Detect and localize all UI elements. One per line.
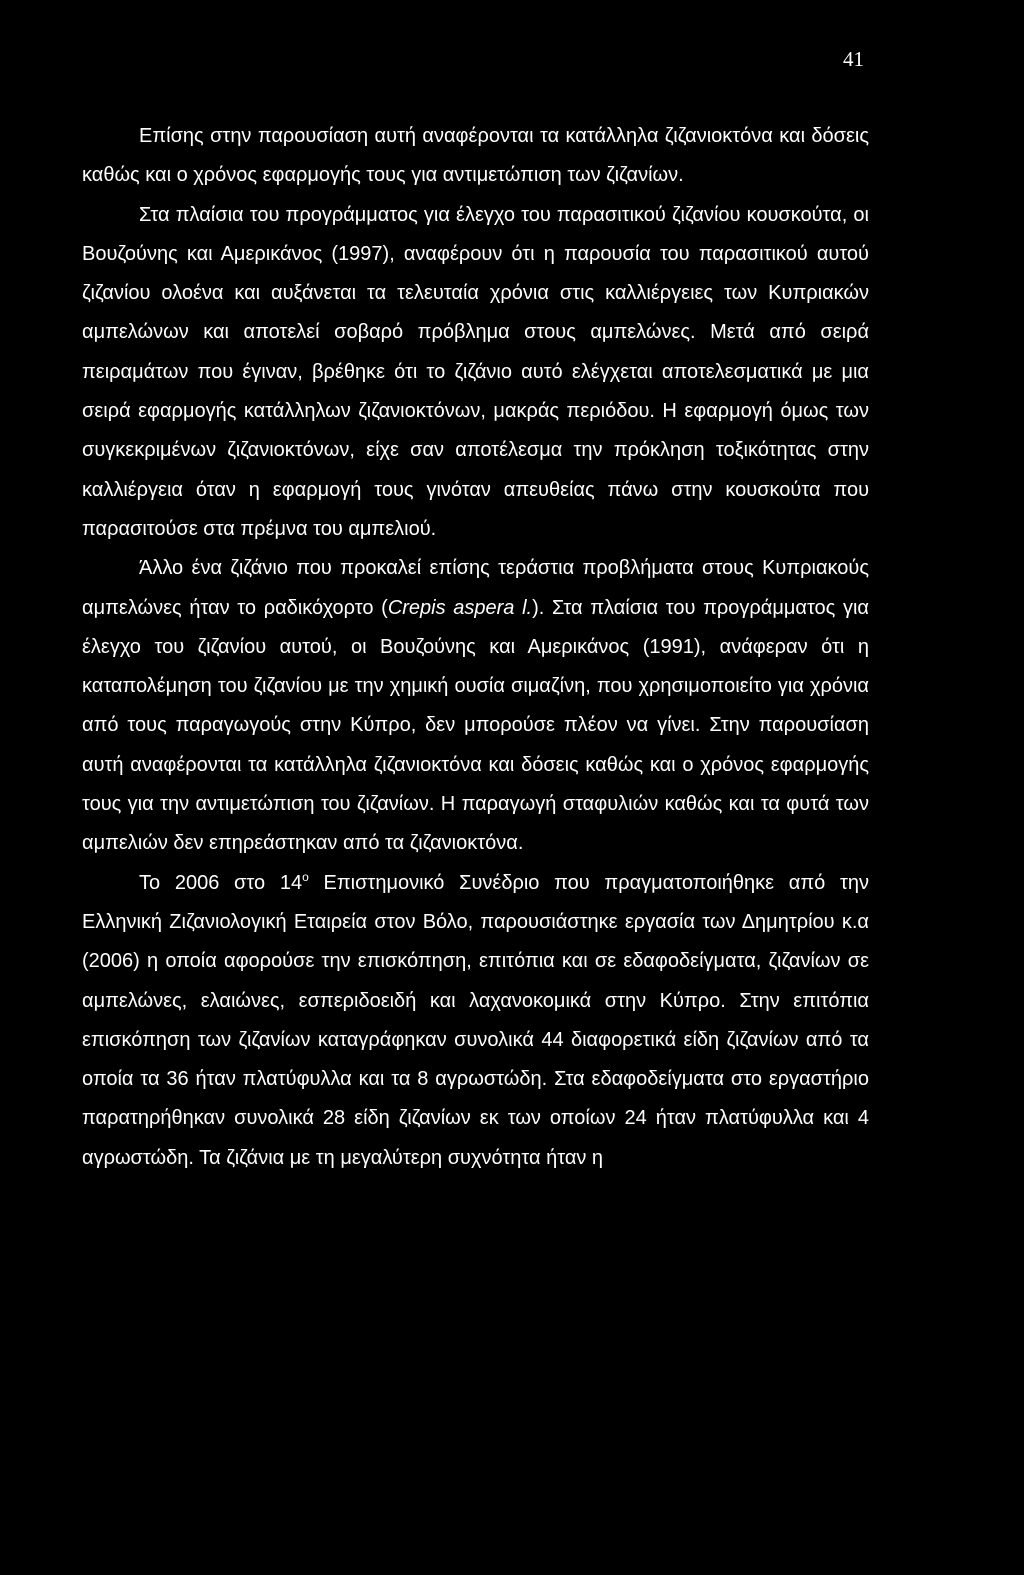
paragraph-2 [82,196,869,550]
paragraph-3 [82,549,869,863]
paragraph-text: Επιστημονικό Συνέδριο που πραγματοποιήθηκε από την Ελληνική Ζιζανιολογική Εταιρεία στον Βόλο, παρουσιάστηκε εργασία των Δημητρίου κ.α (2006) η οποία αφορούσε την επισκόπηση, επιτόπια και σε εδαφοδείγματα, ζιζανίων σε αμπελώνες, ελαιώνες, εσπεριδοειδή και λαχανοκομικά στην Κύπρο. Στην επιτόπια επισκόπηση των ζιζανίων καταγράφηκαν συνολικά 44 διαφορετικά είδη ζιζανίων από τα οποία τα 36 ήταν πλατύφυλλα και τα 8 αγρωστώδη. Στα εδαφοδείγματα στο εργαστήριο παρατηρήθηκαν συνολικά 28 είδη ζιζανίων εκ των οποίων 24 ήταν πλατύφυλλα και 4 αγρωστώδη. Τα ζιζάνια με τη μεγαλύτερη συχνότητα ήταν η [82,871,869,1169]
paragraph-text: Άλλο ένα ζιζάνιο που προκαλεί επίσης τεράστια προβλήματα στους Κυπριακούς αμπελώνες ήταν το ραδικόχορτο ( [82,557,869,619]
page-number: 41 [843,47,864,71]
paragraph-text: ). Στα πλαίσια του προγράμματος για έλεγχο του ζιζανίου αυτού, οι Βουζούνης και Αμερικάνος (1991), ανάφεραν ότι η καταπολέμηση του ζιζανίου με την χημική ουσία σιμαζίνη, που χρησιμοποιείτο για χρόνια από τους παραγωγούς στην Κύπρο, δεν μπορούσε πλέον να γίνει. Στην παρουσίαση αυτή αναφέρονται τα κατάλληλα ζιζανιοκτόνα και δόσεις καθώς και ο χρόνος εφαρμογής τους για την αντιμετώπιση του ζιζανίων. Η παραγωγή σταφυλιών καθώς και τα φυτά των αμπελιών δεν επηρεάστηκαν από τα ζιζανιοκτόνα. [82,596,869,855]
paragraph-1 [82,117,869,196]
paragraph-text: Επίσης στην παρουσίαση αυτή αναφέρονται τα κατάλληλα ζιζανιοκτόνα και δόσεις καθώς και ο χρόνος εφαρμογής τους για αντιμετώπιση των ζιζανίων. [82,125,869,187]
species-name: Crepis aspera l. [387,596,533,619]
paragraph-text: Το 2006 στο 14 [139,871,303,894]
ordinal-superscript: ο [302,869,309,884]
paragraph-4 [82,864,869,1178]
page-body [82,117,869,1178]
paragraph-text: Στα πλαίσια του προγράμματος για έλεγχο του παρασιτικού ζιζανίου κουσκούτα, οι Βουζούνης και Αμερικάνος (1997), αναφέρουν ότι η παρουσία του παρασιτικού αυτού ζιζανίου ολοένα και αυξάνεται τα τελευταία χρόνια στις καλλιέργειες των Κυπριακών αμπελώνων και αποτελεί σοβαρό πρόβλημα στους αμπελώνες. Μετά από σειρά πειραμάτων που έγιναν, βρέθηκε ότι το ζιζάνιο αυτό ελέγχεται αποτελεσματικά με μια σειρά εφαρμογής κατάλληλων ζιζανιοκτόνων, μακράς περιόδου. Η εφαρμογή όμως των συγκεκριμένων ζιζανιοκτόνων, είχε σαν αποτέλεσμα την πρόκληση τοξικότητας στην καλλιέργεια όταν η εφαρμογή τους γινόταν απευθείας πάνω στην κουσκούτα που παρασιτούσε στα πρέμνα του αμπελιού. [82,203,869,540]
